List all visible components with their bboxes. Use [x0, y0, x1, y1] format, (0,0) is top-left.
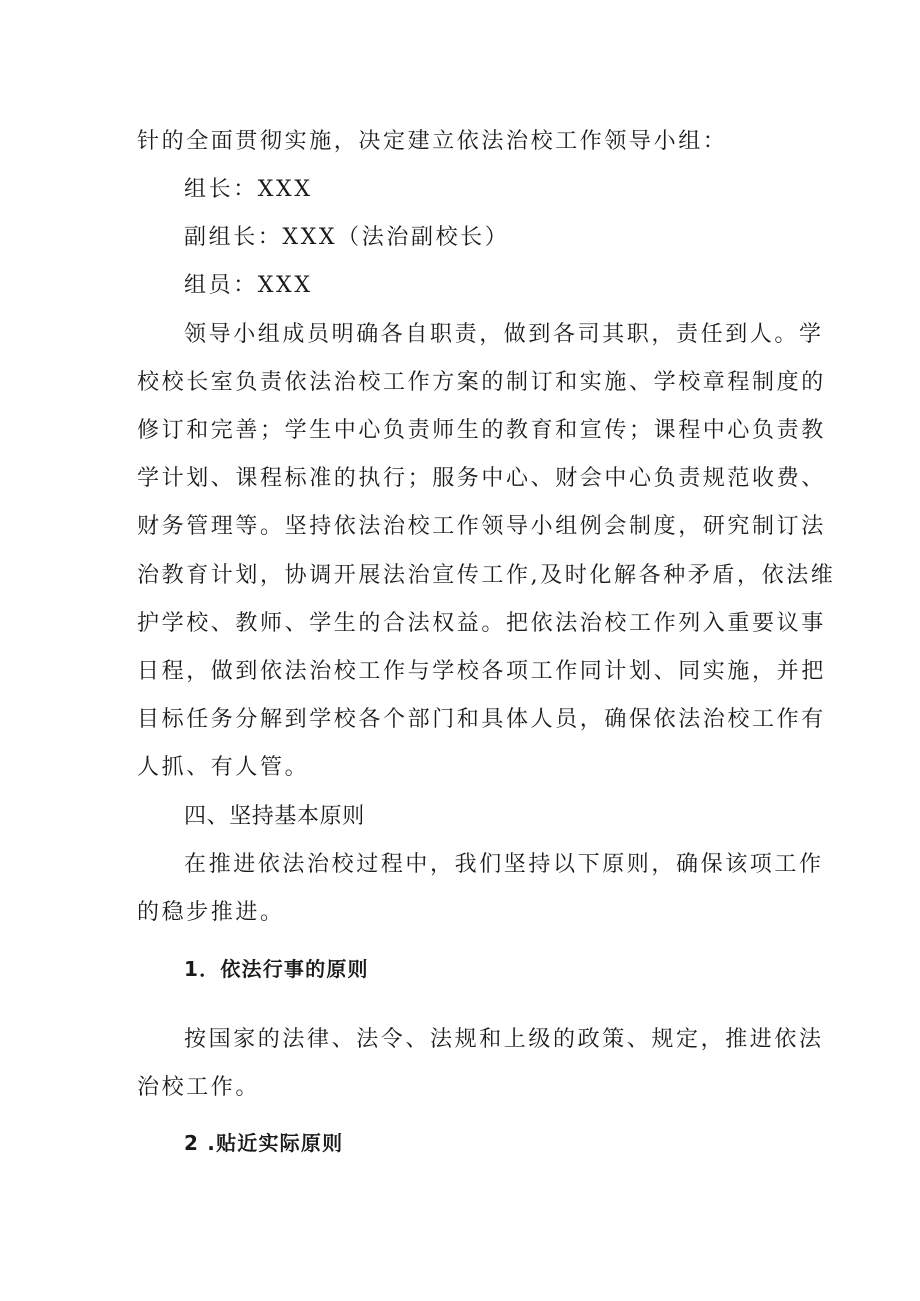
paragraph-line: 在推进依法治校过程中，我们坚持以下原则，确保该项工作: [184, 852, 824, 877]
paragraph-line: 校校长室负责依法治校工作方案的制订和实施、学校章程制度的: [137, 370, 826, 395]
paragraph-line: 目标任务分解到学校各个部门和具体人员，确保依法治校工作有: [137, 707, 826, 732]
paragraph-line: 日程，做到依法治校工作与学校各项工作同计划、同实施，并把: [137, 659, 826, 684]
vice-leader-line: 副组长：XXX（法治副校长）: [184, 225, 510, 250]
paragraph-line: 治校工作。: [137, 1075, 261, 1100]
paragraph-line: 人抓、有人管。: [137, 755, 310, 780]
paragraph-line: 护学校、教师、学生的合法权益。把依法治校工作列入重要议事: [137, 611, 826, 636]
principle-1-title: 1．依法行事的原则: [184, 957, 369, 981]
leader-line: 组长：XXX: [184, 177, 313, 202]
paragraph-line: 治教育计划，协调开展法治宣传工作,及时化解各种矛盾，依法维: [137, 563, 836, 588]
principle-2-title: 2 .贴近实际原则: [184, 1131, 344, 1155]
members-line: 组员：XXX: [184, 273, 313, 298]
paragraph-line: 财务管理等。坚持依法治校工作领导小组例会制度，研究制订法: [137, 514, 826, 539]
paragraph-line: 的稳步推进。: [137, 900, 285, 925]
paragraph-line: 学计划、课程标准的执行；服务中心、财会中心负责规范收费、: [137, 466, 826, 491]
section-heading: 四、坚持基本原则: [184, 804, 365, 829]
paragraph-line: 针的全面贯彻实施，决定建立依法治校工作领导小组：: [137, 129, 728, 154]
paragraph-line: 按国家的法律、法令、法规和上级的政策、规定，推进依法: [184, 1027, 824, 1052]
paragraph-line: 修订和完善；学生中心负责师生的教育和宣传；课程中心负责教: [137, 418, 826, 443]
paragraph-line: 领导小组成员明确各自职责，做到各司其职，责任到人。学: [184, 322, 824, 347]
